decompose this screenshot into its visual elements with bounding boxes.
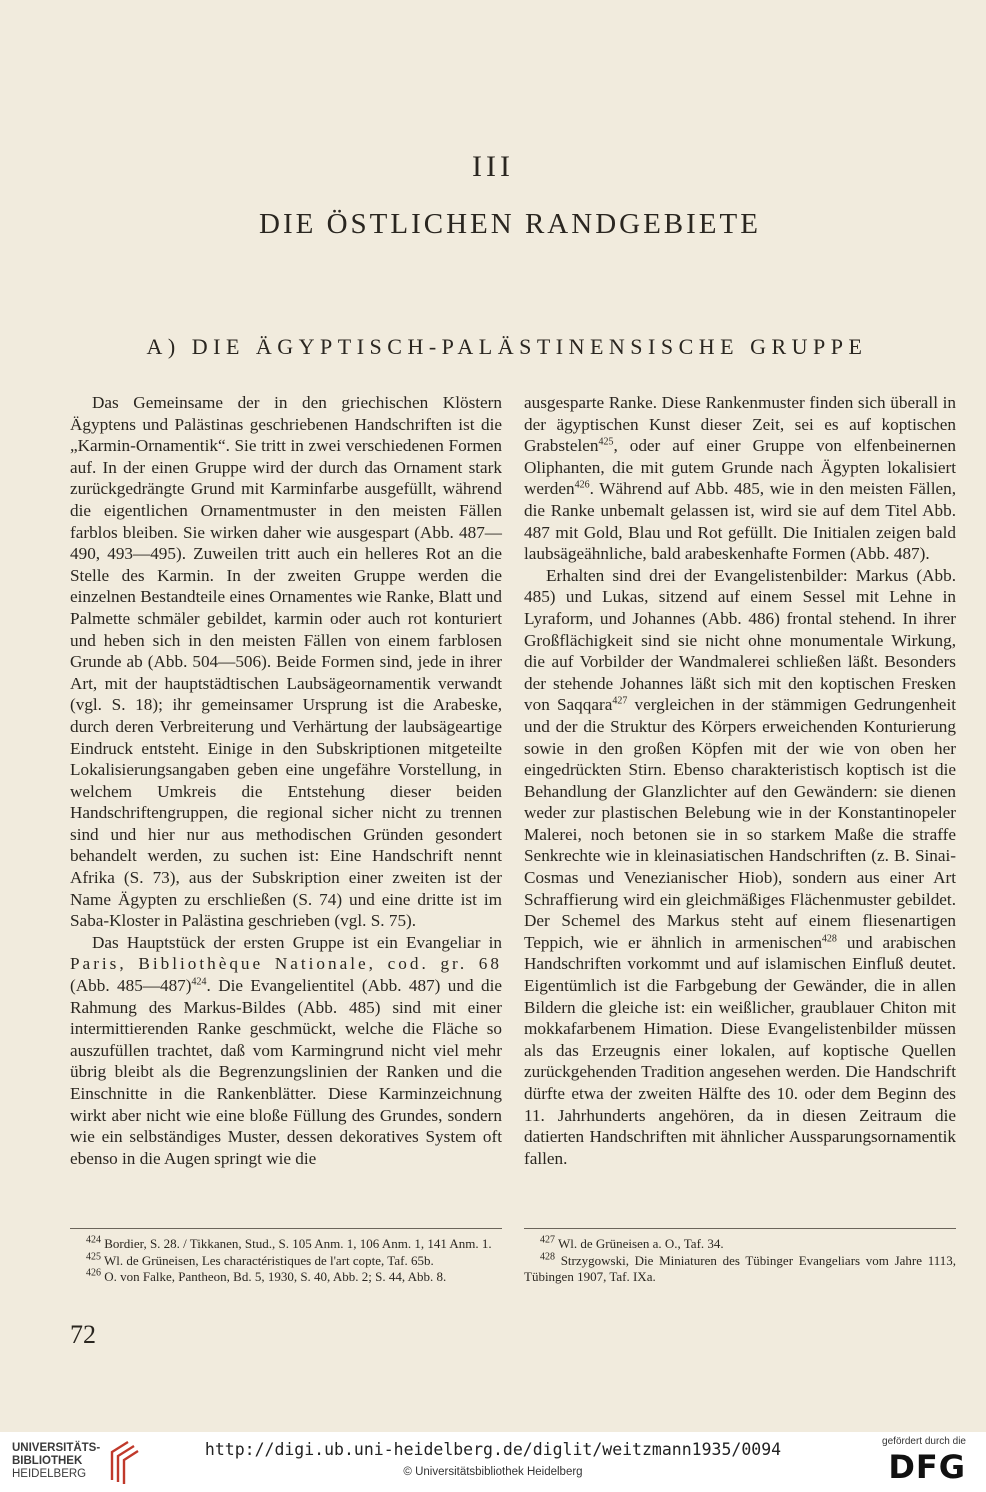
footnote-text: Wl. de Grüneisen, Les charactéristiques de l'art copte, Taf. 65b. xyxy=(101,1252,434,1268)
left-paragraph-2-start: Das Hauptstück der ersten Gruppe ist ein Evangeliar in xyxy=(92,932,502,952)
left-column xyxy=(70,392,502,1169)
footnote xyxy=(524,1253,956,1286)
footnote-ref-425[interactable]: 425 xyxy=(598,436,614,448)
page-number: 72 xyxy=(70,1320,96,1349)
footnote-text: Strzygowski, Die Miniaturen des Tübinger Evangeliars vom Jahre 1113, Tübingen 1907, Taf. IXa. xyxy=(524,1252,956,1284)
footnotes-right xyxy=(524,1236,956,1286)
footnote-ref-427[interactable]: 427 xyxy=(612,695,628,707)
dfg-logo-icon[interactable]: DFG xyxy=(888,1448,966,1486)
chapter-title: DIE ÖSTLICHEN RANDGEBIETE xyxy=(259,208,761,240)
footnote xyxy=(70,1269,502,1286)
footnote-ref-426[interactable]: 426 xyxy=(574,479,590,491)
dfg-funding-caption: gefördert durch die xyxy=(882,1436,966,1447)
footnote-number: 426 xyxy=(86,1267,101,1279)
library-name-line-3: HEIDELBERG xyxy=(12,1468,87,1480)
figure-reference: (Abb. 485—487) xyxy=(70,976,192,996)
right-column xyxy=(524,392,956,1169)
left-paragraph-2 xyxy=(70,932,502,1170)
footnotes-left xyxy=(70,1236,502,1286)
right-paragraph-1-b: , oder auf einer Gruppe von elfenbeinernen Oliphanten, die mit gutem Grunde nach Ägypten lokalisiert werden xyxy=(524,436,956,499)
footnote-ref-428[interactable]: 428 xyxy=(821,933,837,945)
chapter-number: III xyxy=(472,150,514,183)
right-paragraph-1-c: . Während auf Abb. 485, wie in den meisten Fällen, die Ranke unbemalt gelassen ist, wird sie auf dem Titel Abb. 487 mit Gold, Blau und Rot gefüllt. Die Initialen zeigen bald laubsägeähnliche, bald arabeskenhafte Formen (Abb. 487). xyxy=(524,479,956,564)
footnote-number: 425 xyxy=(86,1251,101,1263)
footnote-text: Bordier, S. 28. / Tikkanen, Stud., S. 105 Anm. 1, 106 Anm. 1, 141 Anm. 1. xyxy=(101,1236,492,1251)
left-paragraph-2-rest: . Die Evangelientitel (Abb. 487) und die Rahmung des Markus-Bildes (Abb. 485) sind mit einer intermittierenden Ranke geschmückt, welche die Fläche so auszufüllen trachtet, daß vom Karmingrund nicht viel mehr übrig bleibt als die Begrenzungslinien der Ranken und die Einschnitte in die Rankenblätter. Diese Karminzeichnung wirkt aber nicht wie eine bloße Füllung des Grundes, sondern wie ein selbständiges Muster, dessen dekoratives System oft ebenso in die Augen springt wie die xyxy=(70,976,502,1168)
section-title: A) DIE ÄGYPTISCH-PALÄSTINENSISCHE GRUPPE xyxy=(146,334,868,359)
right-paragraph-2 xyxy=(524,565,956,1170)
footnote xyxy=(70,1236,502,1253)
copyright-notice: © Universitätsbibliothek Heidelberg xyxy=(403,1466,583,1478)
footnote-number: 424 xyxy=(86,1234,101,1246)
left-paragraph-1: Das Gemeinsame der in den griechischen Klöstern Ägyptens und Palästinas geschriebenen Handschriften ist die „Karmin-Ornamentik“. Sie tritt in zwei verschiedenen Formen auf. In der einen Gruppe wird der durch das Ornament stark zurückgedrängte Grund mit Karminfarbe ausgefüllt, während die eigentlichen Ornamentmuster in den meisten Fällen farblos bleiben. Sie wirken daher wie ausgespart (Abb. 487—490, 493—495). Zuweilen tritt auch ein helleres Rot an die Stelle des Karmin. In der zweiten Gruppe werden die einzelnen Bestandteile eines Ornamentes wie Ranke, Blatt und Palmette schmäler gebildet, karmin oder auch rot konturiert und heben sich in den meisten Fällen von einem farblosen Grunde ab (Abb. 504—506). Beide Formen sind, jede in ihrer Art, mit der hauptstädtischen Laubsägeornamentik verwandt (vgl. S. 18); ihr gemeinsamer Ursprung ist die Arabeske, durch deren Verbreiterung und Verhärtung der laubsägeartige Eindruck entsteht. Einige in den Subskriptionen mitgeteilte Lokalisierungsangaben geben eine ungefähre Vorstellung, in welchem Umkreis die Entstehung dieser beiden Handschriftengruppen, die regional sicher nicht zu trennen sind und hier nur aus methodischen Gründen gesondert behandelt werden, zu suchen ist: Eine Handschrift nennt Afrika (S. 73), aus der Subskription einer zweiten ist der Name Ägypten zu erschließen (S. 74) und eine dritte ist im Saba-Kloster in Palästina geschrieben (vgl. S. 75). xyxy=(70,393,502,931)
right-paragraph-1 xyxy=(524,392,956,565)
footnote-number: 428 xyxy=(540,1251,555,1263)
footnote-ref-424[interactable]: 424 xyxy=(191,976,207,988)
right-paragraph-2-a: Erhalten sind drei der Evangelistenbilder: Markus (Abb. 485) und Lukas, sitzend auf einem Sessel mit Lehne in Lyraform, und Johannes (Abb. 486) frontal stehend. In ihrer Großflächigkeit sind sie nicht ohne monumentale Wirkung, die auf Vorbilder der Wandmalerei schließen läßt. Besonders der stehende Johannes läßt sich mit den koptischen Fresken von Saqqara xyxy=(524,565,956,715)
footnote-text: O. von Falke, Pantheon, Bd. 5, 1930, S. 40, Abb. 2; S. 44, Abb. 8. xyxy=(101,1269,447,1284)
right-paragraph-2-c: und arabischen Handschriften vorkommt und auf islamischen Einfluß deutet. Eigentümlich ist die Farbgebung der Gewänder, die in allen Bildern die gleiche ist: ein weißlicher, graublauer Chiton mit mokkafarbenem Himation. Diese Evangelistenbilder müssen als das Erzeugnis einer lokalen, auf koptische Quellen zurückgehenden Tradition angesehen werden. Die Handschrift dürfte etwa der zweiten Hälfte des 10. oder dem Beginn des 11. Jahrhunderts angehören, da in diesen Zeitraum die datierten Handschriften mit ähnlicher Aussparungsornamentik fallen. xyxy=(524,932,956,1168)
footnote xyxy=(524,1236,956,1253)
right-paragraph-1-a: ausgesparte Ranke. Diese Rankenmuster finden sich überall in der ägyptischen Kunst dieser Zeit, sei es auf koptischen Grabstelen xyxy=(524,393,956,456)
footnote-divider-left xyxy=(70,1228,502,1229)
permalink-url[interactable]: http://digi.ub.uni-heidelberg.de/diglit/weitzmann1935/0094 xyxy=(204,1440,782,1459)
footnote-text: Wl. de Grüneisen a. O., Taf. 34. xyxy=(555,1236,724,1251)
right-paragraph-2-b: vergleichen in der stämmigen Gedrungenheit und der die Struktur des Körpers erweichenden Konturierung sowie in den großen Köpfen mit der wie von oben her eingedrückten Stirn. Ebenso charakteristisch koptisch ist die Behandlung der Glanzlichter auf den Gewändern: sie dienen weder zur plastischen Belebung wie in der Konstantinopeler Malerei, noch betonen sie in so starkem Maße die straffe Senkrechte wie in kleinasiatischen Handschriften (z. B. Sinai-Cosmas und Venezianischer Hiob), sondern aus einer Art Schraffierung wird ein gleichmäßiges Flächenmuster gebildet. Der Schemel des Markus steht auf einem fliesenartigen Teppich, wie er ähnlich in armenischen xyxy=(524,695,956,952)
footnote-divider-right xyxy=(524,1228,956,1229)
footnote xyxy=(70,1253,502,1270)
library-name-line-2: BIBLIOTHEK xyxy=(12,1455,83,1467)
library-name-line-1: UNIVERSITÄTS- xyxy=(12,1442,101,1454)
manuscript-shelfmark: Paris, Bibliothèque Nationale, cod. gr. 68 xyxy=(70,954,502,974)
footnote-number: 427 xyxy=(540,1234,555,1246)
